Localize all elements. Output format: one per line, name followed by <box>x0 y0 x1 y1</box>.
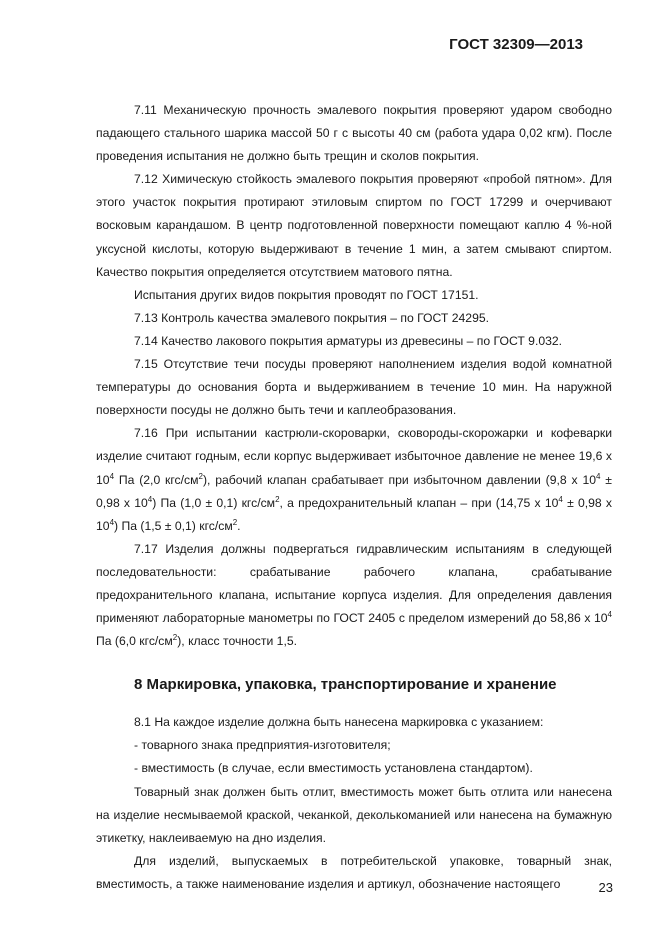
text-run: 7.17 Изделия должны подвергаться гидравлическим испытаниям в следующей последовательности: срабатывание рабочего клапана, срабатывание предохранительного клапана, испытание корпуса изделия. Для определения давления применяют лабораторные манометры по ГОСТ 2405 с пределом измерений до 58,86 x 10 <box>96 541 612 626</box>
superscript: 4 <box>147 494 153 504</box>
superscript: 2 <box>198 471 203 481</box>
paragraph-consumer-packaging: Для изделий, выпускаемых в потребительской упаковке, товарный знак, вместимость, а также наименование изделия и артикул, обозначение настоящего <box>96 853 612 891</box>
text-run: Па (6,0 кгс/см <box>96 634 173 649</box>
paragraph-7-14: 7.14 Качество лакового покрытия арматуры из древесины – по ГОСТ 9.032. <box>134 333 563 348</box>
document-header-standard-id: ГОСТ 32309—2013 <box>449 36 583 53</box>
text-run: ), рабочий клапан срабатывает при избыточном давлении (9,8 x 10 <box>202 472 597 487</box>
paragraph-other-tests: Испытания других видов покрытия проводят по ГОСТ 17151. <box>134 287 479 302</box>
superscript: 4 <box>109 517 115 527</box>
page-number: 23 <box>598 880 613 895</box>
section-8-heading: 8 Маркировка, упаковка, транспортирование и хранение <box>134 676 557 694</box>
superscript: 4 <box>109 471 115 481</box>
text-run: 7.16 При испытании кастрюли-скороварки, сковороды-скорожарки и кофеварки изделие считают годным, если корпус выдерживает избыточное давление не менее 19,6 x 10 <box>96 426 612 487</box>
text-run: ) Па (1,5 ± 0,1) кгс/см <box>114 518 233 533</box>
superscript: 4 <box>558 494 563 504</box>
paragraph-8-1: 8.1 На каждое изделие должна быть нанесена маркировка с указанием: <box>134 715 544 730</box>
document-body <box>96 99 612 896</box>
text-run: Па (2,0 кгс/см <box>114 472 199 487</box>
paragraph-7-15: 7.15 Отсутствие течи посуды проверяют наполнением изделия водой комнатной температуры до основания борта и выдерживанием в течение 10 мин. На наружной поверхности посуды не должно быть течи и каплеобразования. <box>96 357 612 418</box>
text-run: ) Па (1,0 ± 0,1) кгс/см <box>152 495 276 510</box>
paragraph-7-17 <box>96 538 612 653</box>
text-run: , а предохранительный клапан – при (14,75 x 10 <box>279 495 559 510</box>
paragraph-7-13: 7.13 Контроль качества эмалевого покрытия – по ГОСТ 24295. <box>134 310 490 325</box>
paragraph-7-12: 7.12 Химическую стойкость эмалевого покрытия проверяют «пробой пятном». Для этого участок покрытия протирают этиловым спиртом по ГОСТ 17299 и очерчивают восковым карандашом. В центр подготовленной поверхности помещают каплю 4 %-ной уксусной кислоты, которую выдерживают в течение 1 мин, а затем смывают спиртом. Качество покрытия определяется отсутствием матового пятна. <box>96 172 612 279</box>
text-run: ± 0,98 x 10 <box>96 472 612 510</box>
list-item-capacity: - вместимость (в случае, если вместимость установлена стандартом). <box>134 761 533 776</box>
paragraph-7-16 <box>96 422 612 537</box>
superscript: 2 <box>172 633 178 643</box>
text-run: . <box>237 518 241 533</box>
superscript: 4 <box>607 610 612 619</box>
text-run: ), класс точности 1,5. <box>177 634 298 649</box>
list-item-trademark: - товарного знака предприятия-изготовителя; <box>134 738 391 753</box>
text-run: ± 0,98 x 10 <box>96 495 612 533</box>
superscript: 4 <box>596 471 601 481</box>
paragraph-7-11: 7.11 Механическую прочность эмалевого покрытия проверяют ударом свободно падающего стального шарика массой 50 г с высоты 40 см (работа удара 0,02 кгм). После проведения испытания не должно быть трещин и сколов покрытия. <box>96 103 612 164</box>
superscript: 2 <box>275 494 280 504</box>
paragraph-trademark-cast: Товарный знак должен быть отлит, вместимость может быть отлита или нанесена на изделие несмываемой краской, чеканкой, деколькоманией или нанесена на бумажную этикетку, наклеиваемую на дно изделия. <box>96 784 612 845</box>
superscript: 2 <box>232 517 238 527</box>
